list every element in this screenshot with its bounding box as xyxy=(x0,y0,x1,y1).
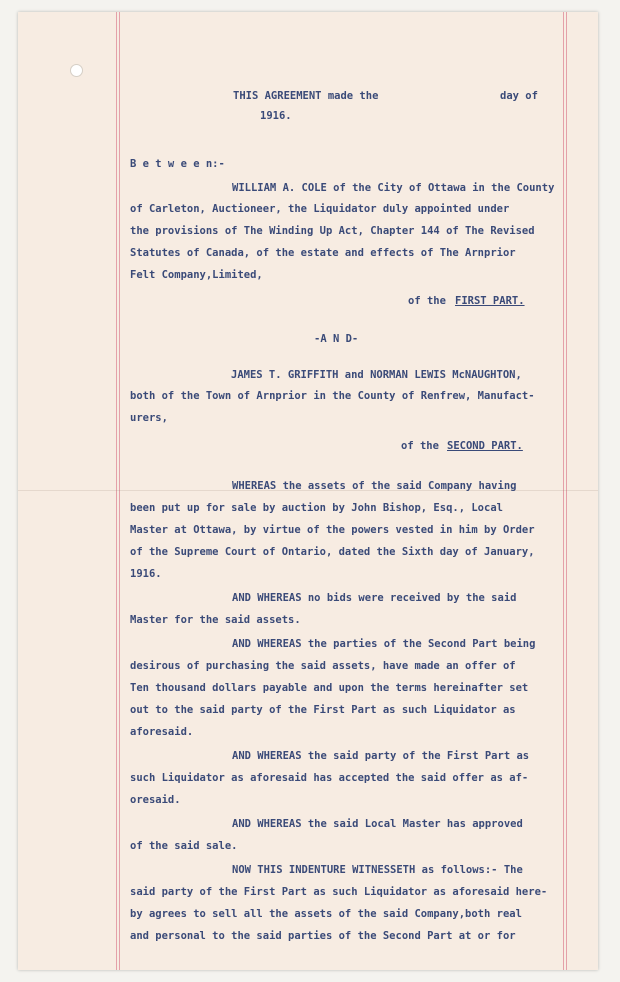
first-part-label: FIRST PART. xyxy=(455,295,525,307)
punch-hole xyxy=(70,64,83,77)
margin-rule-right-inner xyxy=(563,12,564,970)
first-part-prefix: of the xyxy=(408,295,446,307)
party1-line: WILLIAM A. COLE of the City of Ottawa in the County xyxy=(232,182,555,194)
second-part-label: SECOND PART. xyxy=(447,440,523,452)
party1-line: Statutes of Canada, of the estate and effects of The Arnprior xyxy=(130,247,516,259)
witnesseth-line: and personal to the said parties of the Second Part at or for xyxy=(130,930,516,942)
party2-line: both of the Town of Arnprior in the County of Renfrew, Manufact- xyxy=(130,390,535,402)
second-part-prefix: of the xyxy=(401,440,439,452)
and-separator: -A N D- xyxy=(314,333,359,345)
whereas1-line: been put up for sale by auction by John Bishop, Esq., Local xyxy=(130,502,503,514)
whereas2-line: Master for the said assets. xyxy=(130,614,301,626)
whereas1-line: WHEREAS the assets of the said Company having xyxy=(232,480,517,492)
whereas1-line: 1916. xyxy=(130,568,162,580)
document-page xyxy=(18,12,598,970)
whereas3-line: desirous of purchasing the said assets, have made an offer of xyxy=(130,660,516,672)
heading-year: 1916. xyxy=(260,110,292,122)
whereas2-line: AND WHEREAS no bids were received by the said xyxy=(232,592,517,604)
heading-right: day of xyxy=(500,90,538,102)
whereas5-line: of the said sale. xyxy=(130,840,238,852)
between-label: B e t w e e n:- xyxy=(130,158,225,170)
margin-rule-left-outer xyxy=(116,12,117,970)
party1-line: of Carleton, Auctioneer, the Liquidator duly appointed under xyxy=(130,203,510,215)
whereas3-line: Ten thousand dollars payable and upon the terms hereinafter set xyxy=(130,682,529,694)
party1-line: Felt Company,Limited, xyxy=(130,269,263,281)
whereas4-line: AND WHEREAS the said party of the First Part as xyxy=(232,750,530,762)
witnesseth-line: said party of the First Part as such Liquidator as aforesaid here- xyxy=(130,886,548,898)
whereas3-line: AND WHEREAS the parties of the Second Part being xyxy=(232,638,536,650)
witnesseth-line: by agrees to sell all the assets of the said Company,both real xyxy=(130,908,522,920)
party2-line: JAMES T. GRIFFITH and NORMAN LEWIS McNAUGHTON, xyxy=(231,369,522,381)
margin-rule-right-outer xyxy=(566,12,567,970)
whereas3-line: aforesaid. xyxy=(130,726,194,738)
party1-line: the provisions of The Winding Up Act, Chapter 144 of The Revised xyxy=(130,225,535,237)
heading-left: THIS AGREEMENT made the xyxy=(233,90,379,102)
whereas4-line: such Liquidator as aforesaid has accepted the said offer as af- xyxy=(130,772,529,784)
whereas1-line: Master at Ottawa, by virtue of the powers vested in him by Order xyxy=(130,524,535,536)
whereas3-line: out to the said party of the First Part as such Liquidator as xyxy=(130,704,516,716)
whereas1-line: of the Supreme Court of Ontario, dated the Sixth day of January, xyxy=(130,546,535,558)
party2-line: urers, xyxy=(130,412,168,424)
whereas4-line: oresaid. xyxy=(130,794,181,806)
witnesseth-line: NOW THIS INDENTURE WITNESSETH as follows:- The xyxy=(232,864,523,876)
whereas5-line: AND WHEREAS the said Local Master has approved xyxy=(232,818,523,830)
margin-rule-left-inner xyxy=(119,12,120,970)
